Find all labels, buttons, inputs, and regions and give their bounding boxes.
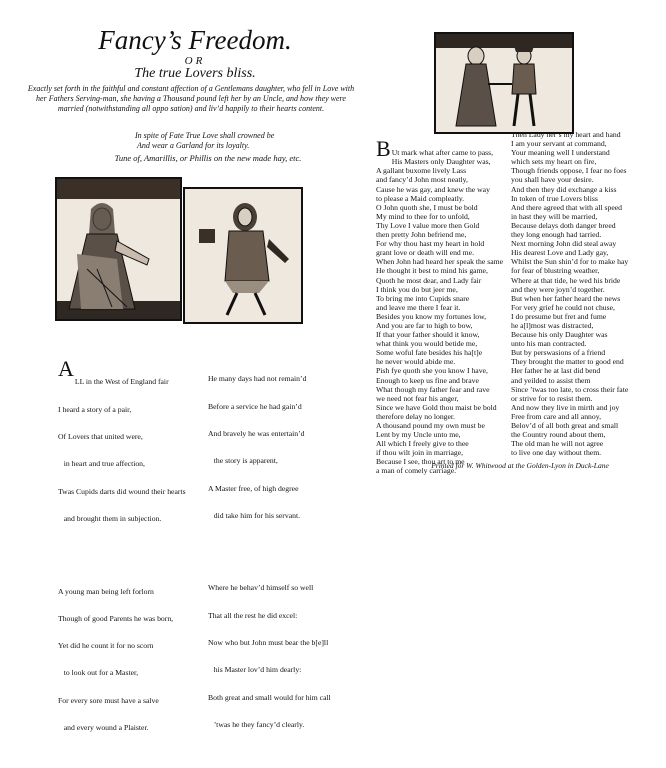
man-figure-icon	[185, 189, 301, 322]
verse-line: we need not fear his anger,	[376, 393, 459, 403]
verse-line: Next morning John did steal away	[511, 239, 617, 249]
verse-line: A young man being left forlorn	[58, 586, 154, 596]
verse-line: Some woful fate besides his ha[t]e	[376, 348, 483, 358]
verse-line: Besides you know my fortunes low,	[376, 311, 487, 321]
verse-line: LL in the West of England fair	[74, 377, 169, 387]
verse-line: Both great and small would for him call	[208, 692, 331, 702]
verse-line: Since we have Gold thou maist be bold	[376, 402, 497, 412]
verse-line: a man of comely carriage.	[376, 466, 457, 476]
verse-line: That all the rest he did excel:	[208, 610, 298, 620]
verse-line: he never would abide me.	[376, 357, 456, 367]
verse-line: And now they live in mirth and joy	[511, 402, 620, 412]
or-connector: OR	[184, 55, 206, 67]
verse-line: in heart and true affection,	[58, 459, 145, 469]
verse-line: Before a service he had gain’d	[208, 401, 302, 411]
verse-line: I am your servant at command,	[511, 139, 607, 149]
verse-line: grant love or death will end me.	[376, 248, 474, 258]
verse-line: To bring me into Cupids snare	[376, 293, 470, 303]
couple-figure-icon	[436, 34, 572, 132]
verse-line: All which I freely give to thee	[376, 439, 469, 449]
ballad-title: Fancy’s Freedom.	[98, 25, 292, 55]
verse-line: Since ’twas too late, to cross their fate	[511, 384, 629, 394]
verse-line: In token of true Lovers bliss	[511, 193, 598, 203]
verse-line: his Master lov’d him dearly:	[208, 665, 302, 675]
woodcut-man	[183, 187, 303, 324]
verse-line: which sets my heart on fire,	[511, 157, 597, 167]
verse-line: For very grief he could not chuse,	[511, 302, 615, 312]
verse-line: and yeilded to assist them	[511, 375, 591, 385]
woman-figure-icon	[57, 179, 180, 319]
verse-column-4	[511, 130, 661, 457]
verse-line: what think you would betide me,	[376, 339, 478, 349]
verse-line: Where at that tide, he wed his bride	[511, 275, 621, 285]
woodcut-couple	[434, 32, 574, 134]
ballad-subtitle: The true Lovers bliss.	[134, 66, 256, 81]
verse-line: to look out for a Master,	[58, 668, 139, 678]
verse-line: and brought them in subjection.	[58, 513, 162, 523]
verse-line: you shall have your desire.	[511, 175, 594, 185]
verse-line: But by perswasions of a friend	[511, 348, 606, 358]
verse-line: Because I see, thou art to me	[376, 457, 465, 467]
verse-line: Enough to keep us fine and brave	[376, 375, 479, 385]
verse-line: Belov’d of all both great and small	[511, 421, 619, 430]
verse-line: Pish fye quoth she you know I have,	[376, 366, 488, 376]
stanza	[208, 356, 363, 538]
motto	[135, 131, 325, 151]
verse-line: Of Lovers that united were,	[58, 432, 143, 442]
verse-line: in hast they will be married,	[511, 211, 598, 221]
verse-line: did take him for his servant.	[208, 510, 301, 520]
verse-line: He many days had not remain’d	[208, 374, 307, 384]
verse-line: I think you do but jeer me,	[376, 284, 458, 294]
verse-line: then pretty John befriend me,	[376, 230, 467, 240]
verse-line: therefore delay no longer.	[376, 411, 455, 421]
verse-line: But when her father heard the news	[511, 293, 621, 303]
woodcut-woman	[55, 177, 182, 321]
verse-line: What though my father fear and rave	[376, 384, 490, 394]
verse-line: Quoth he most dear, and Lady fair	[376, 275, 482, 285]
verse-line: The old man he will not agree	[511, 439, 604, 449]
verse-line: Yet did he count it for no scorn	[58, 641, 154, 651]
motto-line: And wear a Garland for its loyalty.	[137, 141, 250, 150]
verse-line: And then they did exchange a kiss	[511, 184, 617, 194]
verse-line: and every wound a Plaister.	[58, 722, 149, 732]
verse-column-3	[376, 130, 516, 476]
verse-line: or strive for to resist them.	[511, 393, 593, 403]
verse-line: And you are far to high to bow,	[376, 320, 473, 330]
verse-line: they long enough had tarried.	[511, 230, 602, 240]
verse-line: For why thou hast my heart in hold	[376, 239, 485, 249]
verse-line: Thy Love I value more then Gold	[376, 220, 480, 230]
verse-line: the Country round about them,	[511, 430, 606, 440]
drop-cap: A	[58, 356, 74, 382]
verse-line: Because his only Daughter was	[511, 330, 608, 340]
verse-line: Though of good Parents he was born,	[58, 613, 174, 623]
verse-line: Your meaning well I understand	[511, 148, 610, 158]
verse-line: and leave me there I fear it.	[376, 302, 461, 312]
drop-cap: B	[376, 136, 391, 162]
verse-line: Her father he at last did bend	[511, 366, 601, 376]
verse-line: They brought the matter to good end	[511, 357, 624, 367]
verse-line: Free from care and all annoy,	[511, 411, 602, 421]
verse-line: O John quoth she, I must be bold	[376, 202, 478, 212]
verse-line: His dearest Love and Lady gay,	[511, 248, 609, 258]
verse-line: For every sore must have a salve	[58, 695, 159, 705]
verse-line: and they were joyn’d together.	[511, 284, 605, 294]
verse-line: Twas Cupids darts did wound their hearts	[58, 486, 186, 496]
verse-line: A thousand pound my own must be	[376, 421, 485, 430]
stanza	[208, 565, 363, 747]
verse-line: My mind to thee for to unfold,	[376, 211, 470, 221]
verse-line: Now who but John must bear the b[e]ll	[208, 638, 329, 647]
verse-line: the story is apparent,	[208, 456, 278, 466]
verse-line: And bravely he was entertain’d	[208, 428, 305, 438]
verse-line: His Masters only Daughter was,	[391, 157, 491, 167]
verse-line: if thou wilt join in marriage,	[376, 448, 464, 458]
verse-line: Lent by my Uncle unto me,	[376, 430, 461, 440]
verse-column-2	[208, 338, 363, 765]
verse-line: Cause he was gay, and knew the way	[376, 184, 490, 194]
printer-imprint: Printed for W. Whitwood at the Golden-Lyon in Duck-Lane	[431, 461, 609, 470]
verse-line: A Master free, of high degree	[208, 483, 299, 493]
verse-line: ’twas he they fancy’d clearly.	[208, 719, 305, 729]
verse-line: Ut mark what after came to pass,	[391, 148, 494, 158]
verse-line: I do presume but fret and fume	[511, 311, 607, 321]
verse-line: Then Lady her’s my heart and hand	[511, 130, 621, 139]
stanza	[58, 350, 208, 541]
tune-line: Tune of, Amarillis, or Phillis on the new made hay, etc.	[114, 153, 302, 163]
verse-line: I heard a story of a pair,	[58, 404, 132, 414]
verse-line: he a[l]most was distracted,	[511, 320, 594, 330]
verse-line: Where he behav’d himself so well	[208, 583, 314, 593]
verse-line: Because delays doth danger breed	[511, 220, 616, 230]
verse-line: Though friends oppose, I fear no foes	[511, 166, 627, 176]
verse-line: A gallant buxome lively Lass	[376, 166, 467, 176]
motto-line: In spite of Fate True Love shall crowned be	[135, 131, 275, 140]
verse-line: to please a Maid compleatly.	[376, 193, 465, 203]
stanza	[58, 568, 208, 750]
verse-line: for fear of blustring weather,	[511, 266, 600, 276]
verse-line: He thought it best to mind his game,	[376, 266, 488, 276]
verse-line: If that your father should it know,	[376, 330, 480, 340]
ballad-description: Exactly set forth in the faithful and constant affection of a Gentlemans daughter, who fell in Love with her Fathers Serving-man, she having a Thousand pound left her by an Uncle, and how they were married (notwithstanding all oppo sation) and liv’d happily to their hearts content.	[27, 84, 355, 113]
verse-line: Whilst the Sun shin’d for to make hay	[511, 257, 629, 267]
verse-line: And there agreed that with all speed	[511, 202, 622, 212]
verse-line: unto his man contracted.	[511, 339, 587, 349]
verse-column-1	[58, 332, 208, 768]
verse-line: When John had heard her speak the same	[376, 257, 504, 267]
verse-line: and fancy’d John most neatly,	[376, 175, 468, 185]
verse-line: to live one day without them.	[511, 448, 602, 458]
